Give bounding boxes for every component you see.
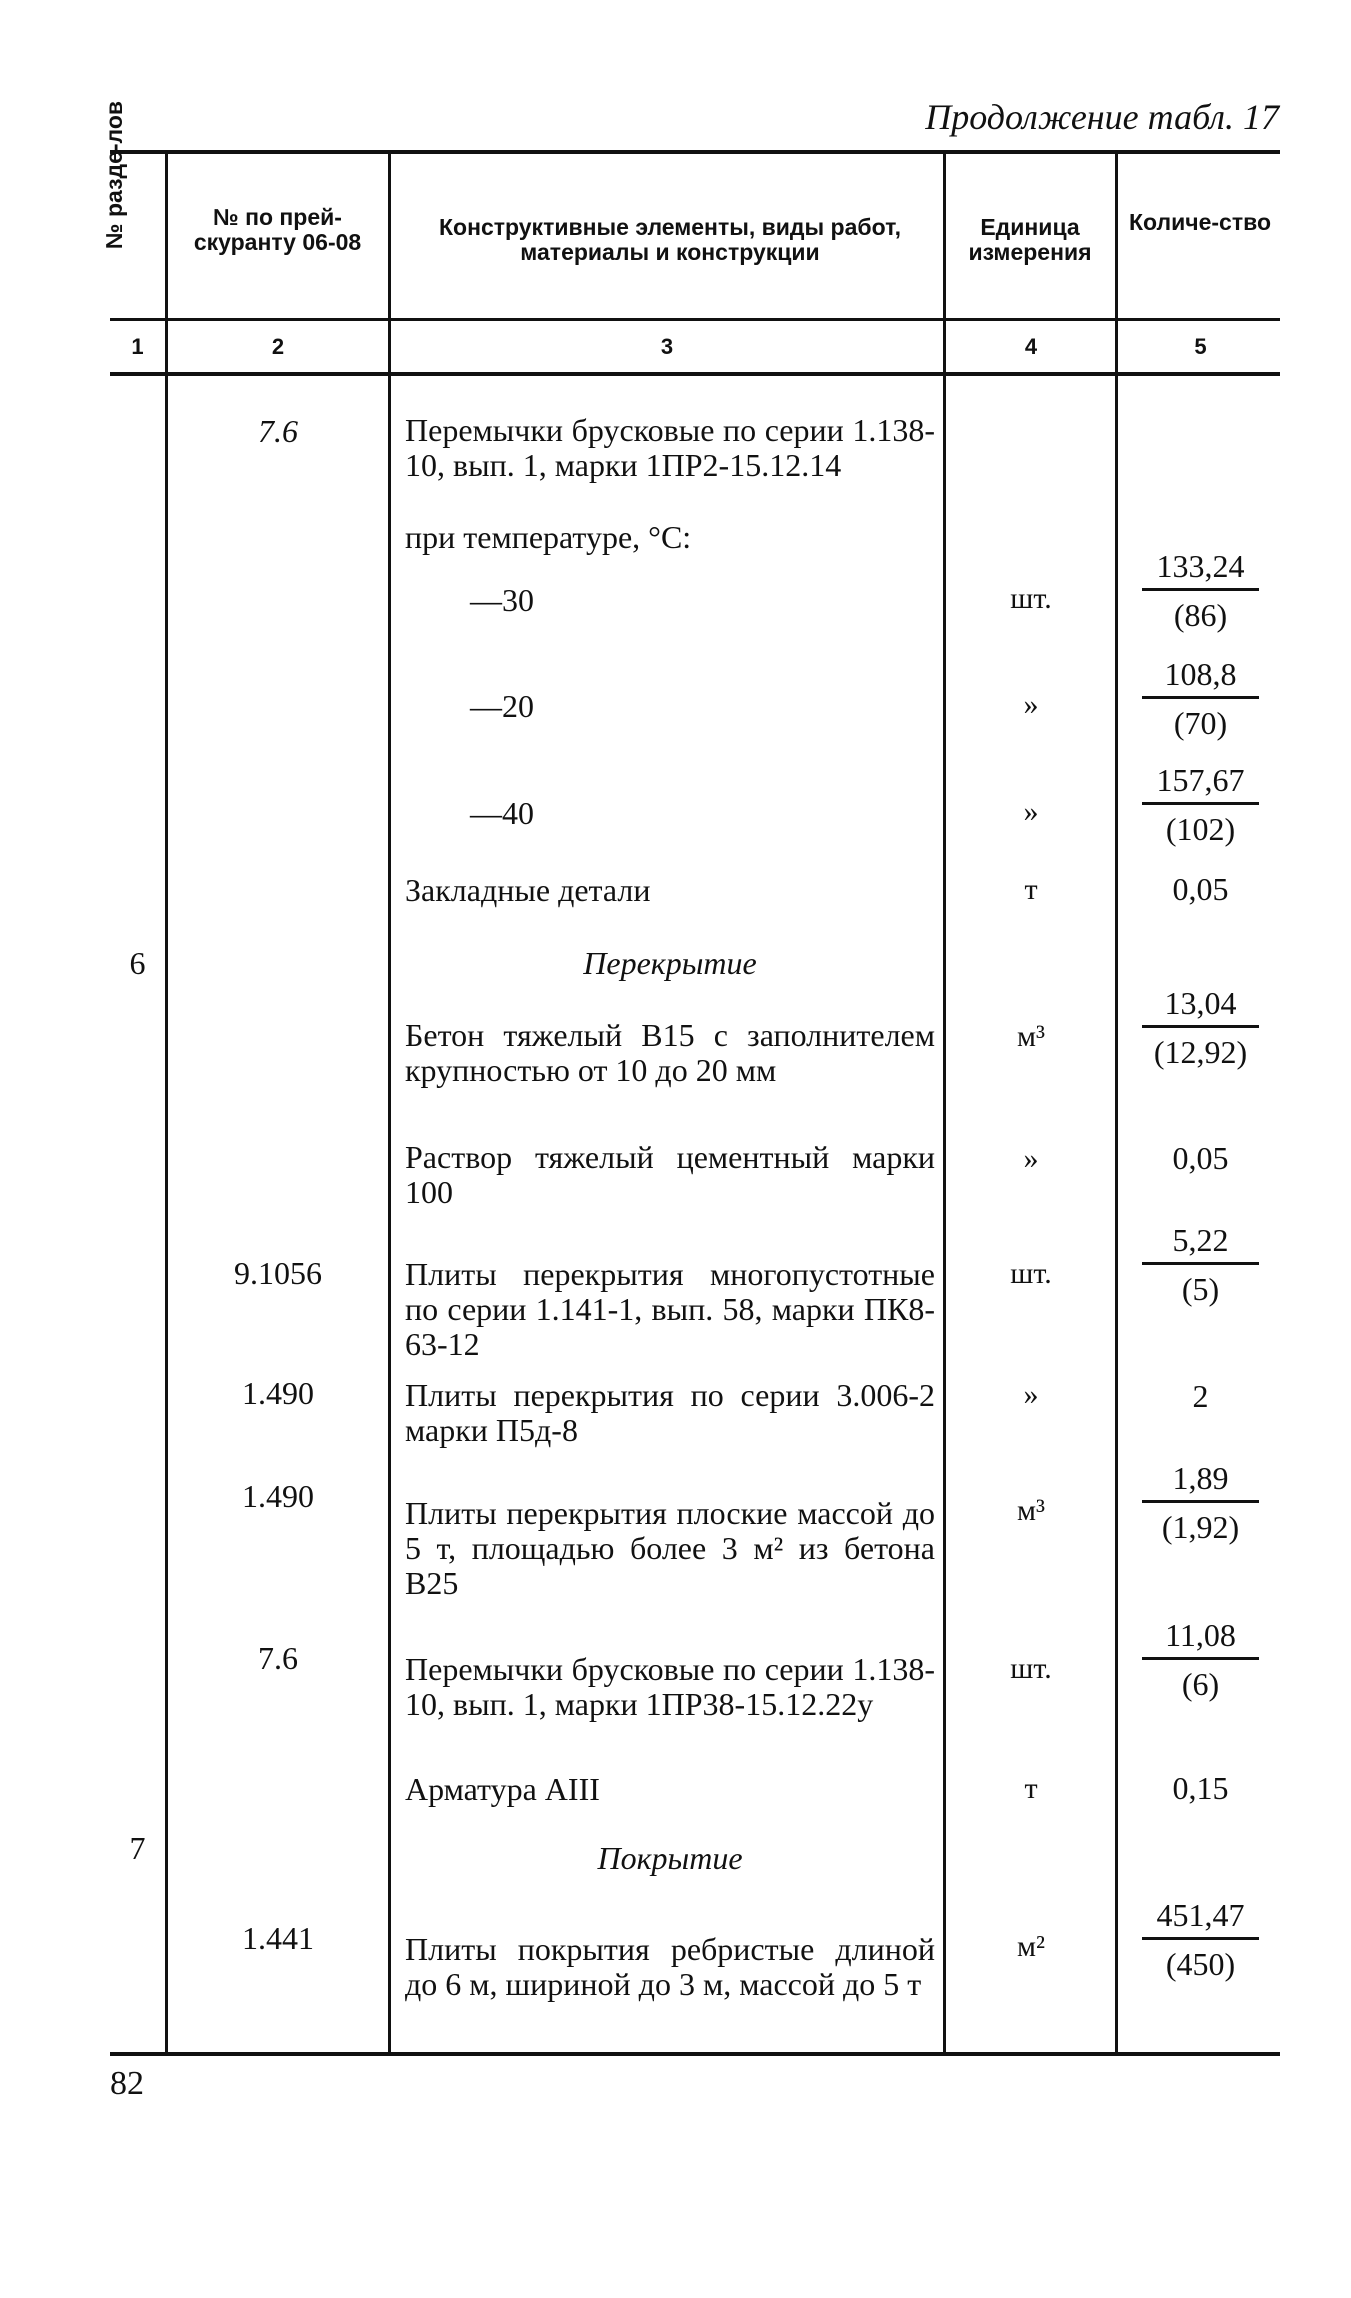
quantity-value: 0,15 xyxy=(1172,1770,1229,1806)
column-number-3: 3 xyxy=(660,334,674,359)
quantity-value: 0,05 xyxy=(1172,1140,1229,1176)
quantity-denominator: (12,92) xyxy=(1153,1034,1248,1070)
item-subdescription: при температуре, °С: xyxy=(405,519,692,555)
unit-of-measure: шт. xyxy=(1010,1652,1052,1685)
unit-of-measure: м² xyxy=(1017,1930,1045,1963)
column-divider-4 xyxy=(1115,154,1118,2052)
price-list-code: 7.6 xyxy=(258,1640,298,1676)
quantity-denominator: (450) xyxy=(1165,1946,1236,1982)
quantity-fraction xyxy=(1118,985,1283,1070)
unit-of-measure: шт. xyxy=(1010,1257,1052,1290)
item-description: Плиты покрытия ребристые длиной до 6 м, шириной до 3 м, массой до 5 т xyxy=(405,1931,935,2002)
item-description: Бетон тяжелый В15 с заполнителем крупностью от 10 до 20 мм xyxy=(405,1017,935,1088)
column-divider-2 xyxy=(388,154,391,2052)
column-number-4: 4 xyxy=(1024,334,1038,359)
price-list-code: 1.490 xyxy=(242,1375,314,1411)
quantity-numerator: 11,08 xyxy=(1142,1617,1259,1660)
quantity-numerator: 133,24 xyxy=(1142,548,1259,591)
item-description: Раствор тяжелый цементный марки 100 xyxy=(405,1139,935,1210)
header-quantity: Количе-ство xyxy=(1128,209,1271,235)
quantity-denominator: (102) xyxy=(1165,811,1236,847)
column-number-1: 1 xyxy=(131,334,144,359)
quantity-value: 2 xyxy=(1192,1378,1209,1414)
section-number: 6 xyxy=(129,945,146,981)
temperature-value: —40 xyxy=(470,795,534,831)
unit-of-measure: » xyxy=(1023,688,1039,721)
page-number: 82 xyxy=(110,2065,144,2102)
section-heading: Покрытие xyxy=(597,1840,743,1876)
number-row-rule xyxy=(110,372,1280,376)
quantity-denominator: (5) xyxy=(1181,1271,1220,1307)
unit-of-measure: шт. xyxy=(1010,582,1052,615)
price-list-code: 1.490 xyxy=(242,1478,314,1514)
unit-of-measure: т xyxy=(1024,873,1038,906)
header-unit: Единица измерения xyxy=(968,214,1092,266)
table-caption: Продолжение табл. 17 xyxy=(925,97,1279,137)
price-list-code: 1.441 xyxy=(242,1920,314,1956)
quantity-value: 0,05 xyxy=(1172,871,1229,907)
item-description: Перемычки брусковые по серии 1.138-10, вып. 1, марки 1ПР38-15.12.22у xyxy=(405,1651,935,1722)
unit-of-measure: м³ xyxy=(1017,1020,1045,1053)
column-divider-3 xyxy=(943,154,946,2052)
quantity-numerator: 13,04 xyxy=(1142,985,1259,1028)
section-heading: Перекрытие xyxy=(583,945,757,981)
temperature-value: —30 xyxy=(470,582,534,618)
header-rule xyxy=(110,318,1280,321)
bottom-rule xyxy=(110,2052,1280,2056)
item-description: Закладные детали xyxy=(405,872,651,908)
quantity-denominator: (6) xyxy=(1181,1666,1220,1702)
quantity-fraction xyxy=(1118,1617,1283,1702)
quantity-numerator: 1,89 xyxy=(1142,1460,1259,1503)
header-description: Конструктивные элементы, виды работ, материалы и конструкции xyxy=(438,214,901,266)
unit-of-measure: » xyxy=(1023,795,1039,828)
quantity-numerator: 157,67 xyxy=(1142,762,1259,805)
item-description: Плиты перекрытия по серии 3.006-2 марки П5д-8 xyxy=(405,1377,935,1448)
quantity-fraction xyxy=(1118,1897,1283,1982)
unit-of-measure: » xyxy=(1023,1378,1039,1411)
quantity-fraction xyxy=(1118,762,1283,847)
quantity-denominator: (70) xyxy=(1173,705,1228,741)
section-number: 7 xyxy=(129,1830,146,1866)
column-number-5: 5 xyxy=(1194,334,1207,359)
unit-of-measure: м³ xyxy=(1017,1494,1045,1527)
quantity-fraction xyxy=(1118,548,1283,633)
quantity-numerator: 108,8 xyxy=(1142,656,1259,699)
price-list-code: 7.6 xyxy=(258,413,298,449)
item-description: Плиты перекрытия плоские массой до 5 т, площадью более 3 м² из бетона В25 xyxy=(405,1495,935,1601)
quantity-fraction xyxy=(1118,1222,1283,1307)
item-description: Арматура АIII xyxy=(405,1771,600,1807)
header-price-list-number: № по прей-скуранту 06-08 xyxy=(193,204,362,256)
column-number-2: 2 xyxy=(271,334,285,359)
quantity-numerator: 5,22 xyxy=(1142,1222,1259,1265)
quantity-fraction xyxy=(1118,1460,1283,1545)
top-rule xyxy=(110,150,1280,154)
item-description: Плиты перекрытия многопустотные по серии 1.141-1, вып. 58, марки ПК8-63-12 xyxy=(405,1256,935,1362)
item-description: Перемычки брусковые по серии 1.138-10, вып. 1, марки 1ПР2-15.12.14 xyxy=(405,412,935,483)
unit-of-measure: т xyxy=(1024,1772,1038,1805)
temperature-value: —20 xyxy=(470,688,534,724)
unit-of-measure: » xyxy=(1023,1142,1039,1175)
quantity-numerator: 451,47 xyxy=(1142,1897,1259,1940)
price-list-code: 9.1056 xyxy=(234,1255,322,1291)
quantity-denominator: (1,92) xyxy=(1161,1509,1240,1545)
header-section-number: № разде-лов xyxy=(101,100,127,250)
quantity-fraction xyxy=(1118,656,1283,741)
quantity-denominator: (86) xyxy=(1173,597,1228,633)
